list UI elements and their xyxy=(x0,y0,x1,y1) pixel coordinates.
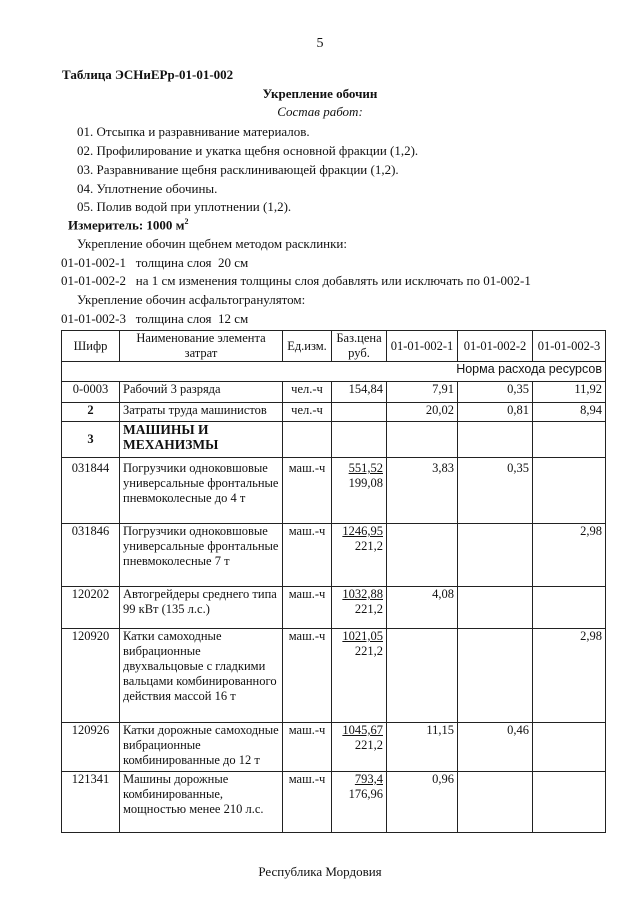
cell-name: Погрузчики одноковшовые универсальные фронтальные пневмоколесные 7 т xyxy=(120,524,283,587)
header-col3: 01-01-002-3 xyxy=(533,331,606,362)
cell-v1: 7,91 xyxy=(387,382,458,403)
cell-v2: 0,46 xyxy=(458,723,533,772)
price-current: 1021,05 xyxy=(342,629,383,643)
cell-v2: 0,35 xyxy=(458,458,533,524)
cell-name: Рабочий 3 разряда xyxy=(120,382,283,403)
header-code: Шифр xyxy=(62,331,120,362)
work-item: 01. Отсыпка и разравнивание материалов. xyxy=(77,124,310,139)
table-row xyxy=(62,772,606,833)
cell-price xyxy=(332,587,387,629)
cell-name: Катки самоходные вибрационные двухвальцовые с гладкими вальцами комбинированного действия массой 16 т xyxy=(120,629,283,723)
header-col1: 01-01-002-1 xyxy=(387,331,458,362)
cell-name: МАШИНЫ И МЕХАНИЗМЫ xyxy=(120,422,283,458)
header-name: Наименование элемента затрат xyxy=(120,331,283,362)
composition-title: Состав работ: xyxy=(277,104,363,119)
cell-v1 xyxy=(387,629,458,723)
price-base: 199,08 xyxy=(348,476,383,490)
price-base: 176,96 xyxy=(348,787,383,801)
table-row xyxy=(62,629,606,723)
page-number: 5 xyxy=(316,36,324,51)
cell-code: 3 xyxy=(62,422,120,458)
cell-unit: чел.-ч xyxy=(283,403,332,422)
price-current: 793,4 xyxy=(354,772,383,786)
price-current: 1246,95 xyxy=(342,524,383,538)
cell-price xyxy=(332,723,387,772)
cell-price xyxy=(332,403,387,422)
cell-unit: маш.-ч xyxy=(283,524,332,587)
cell-code: 120926 xyxy=(62,723,120,772)
cell-v1: 11,15 xyxy=(387,723,458,772)
cell-v3 xyxy=(533,723,606,772)
cell-price xyxy=(332,629,387,723)
cell-unit: маш.-ч xyxy=(283,587,332,629)
cell-v3: 2,98 xyxy=(533,524,606,587)
group-heading-1: Укрепление обочин щебнем методом расклинки: xyxy=(77,236,347,251)
cell-code: 121341 xyxy=(62,772,120,833)
cell-v1: 4,08 xyxy=(387,587,458,629)
cell-v2 xyxy=(458,524,533,587)
cell-name: Катки дорожные самоходные вибрационные комбинированные до 12 т xyxy=(120,723,283,772)
norm-caption-row xyxy=(62,362,606,382)
price-current: 1045,67 xyxy=(342,723,383,737)
cell-v1: 20,02 xyxy=(387,403,458,422)
cell-v3: 11,92 xyxy=(533,382,606,403)
cell-price xyxy=(332,458,387,524)
section-title: Укрепление обочин xyxy=(262,86,378,101)
cell-code: 120202 xyxy=(62,587,120,629)
header-col2: 01-01-002-2 xyxy=(458,331,533,362)
table-row xyxy=(62,524,606,587)
cell-unit xyxy=(283,422,332,458)
work-item: 04. Уплотнение обочины. xyxy=(77,181,218,196)
group-heading-2: Укрепление обочин асфальтогранулятом: xyxy=(77,292,306,307)
cell-unit: маш.-ч xyxy=(283,772,332,833)
cell-name: Автогрейдеры среднего типа 99 кВт (135 л.с.) xyxy=(120,587,283,629)
table-title: Таблица ЭСНиЕРр-01-01-002 xyxy=(62,67,234,82)
item-3: 01-01-002-3 толщина слоя 12 см xyxy=(61,311,249,326)
cell-unit: маш.-ч xyxy=(283,723,332,772)
item-2: 01-01-002-2 на 1 см изменения толщины слоя добавлять или исключать по 01-002-1 xyxy=(61,273,531,288)
cell-name: Погрузчики одноковшовые универсальные фронтальные пневмоколесные до 4 т xyxy=(120,458,283,524)
cell-unit: маш.-ч xyxy=(283,629,332,723)
cell-unit: маш.-ч xyxy=(283,458,332,524)
table-row xyxy=(62,403,606,422)
table-row xyxy=(62,587,606,629)
cell-price: 154,84 xyxy=(332,382,387,403)
cell-v1: 0,96 xyxy=(387,772,458,833)
price-base: 221,2 xyxy=(354,738,383,752)
table-row xyxy=(62,723,606,772)
cell-v2 xyxy=(458,629,533,723)
cell-unit: чел.-ч xyxy=(283,382,332,403)
cell-v2 xyxy=(458,772,533,833)
price-base: 221,2 xyxy=(354,602,383,616)
price-base: 221,2 xyxy=(354,539,383,553)
cell-v3: 2,98 xyxy=(533,629,606,723)
table-row xyxy=(62,458,606,524)
cell-v3 xyxy=(533,772,606,833)
meter-superscript: 2 xyxy=(184,217,189,226)
table-row xyxy=(62,382,606,403)
cell-v3: 8,94 xyxy=(533,403,606,422)
cell-price xyxy=(332,422,387,458)
cell-price xyxy=(332,524,387,587)
footer-region: Республика Мордовия xyxy=(258,864,382,879)
cell-code: 031844 xyxy=(62,458,120,524)
meter-label xyxy=(68,217,189,233)
item-1: 01-01-002-1 толщина слоя 20 см xyxy=(61,255,249,270)
cell-code: 120920 xyxy=(62,629,120,723)
cell-v2: 0,35 xyxy=(458,382,533,403)
cell-name: Машины дорожные комбинированные, мощностью менее 210 л.с. xyxy=(120,772,283,833)
cell-v1: 3,83 xyxy=(387,458,458,524)
norm-caption: Норма расхода ресурсов xyxy=(62,362,606,382)
cell-v3 xyxy=(533,422,606,458)
table-row xyxy=(62,422,606,458)
header-price: Баз.цена руб. xyxy=(332,331,387,362)
cell-code: 2 xyxy=(62,403,120,422)
meter-text: Измеритель: 1000 м xyxy=(68,217,185,233)
cell-v2 xyxy=(458,422,533,458)
table-header xyxy=(62,331,606,362)
cell-v3 xyxy=(533,458,606,524)
work-item: 02. Профилирование и укатка щебня основной фракции (1,2). xyxy=(77,143,419,158)
cell-v2: 0,81 xyxy=(458,403,533,422)
cell-v1 xyxy=(387,422,458,458)
cell-v1 xyxy=(387,524,458,587)
price-base: 221,2 xyxy=(354,644,383,658)
cell-code: 031846 xyxy=(62,524,120,587)
header-unit: Ед.изм. xyxy=(283,331,332,362)
cell-v3 xyxy=(533,587,606,629)
cell-price xyxy=(332,772,387,833)
cell-code: 0-0003 xyxy=(62,382,120,403)
cell-name: Затраты труда машинистов xyxy=(120,403,283,422)
price-current: 1032,88 xyxy=(342,587,383,601)
cell-v2 xyxy=(458,587,533,629)
price-current: 551,52 xyxy=(348,461,383,475)
resources-table xyxy=(61,330,606,833)
work-item: 05. Полив водой при уплотнении (1,2). xyxy=(77,199,292,214)
work-item: 03. Разравнивание щебня расклинивающей фракции (1,2). xyxy=(77,162,399,177)
